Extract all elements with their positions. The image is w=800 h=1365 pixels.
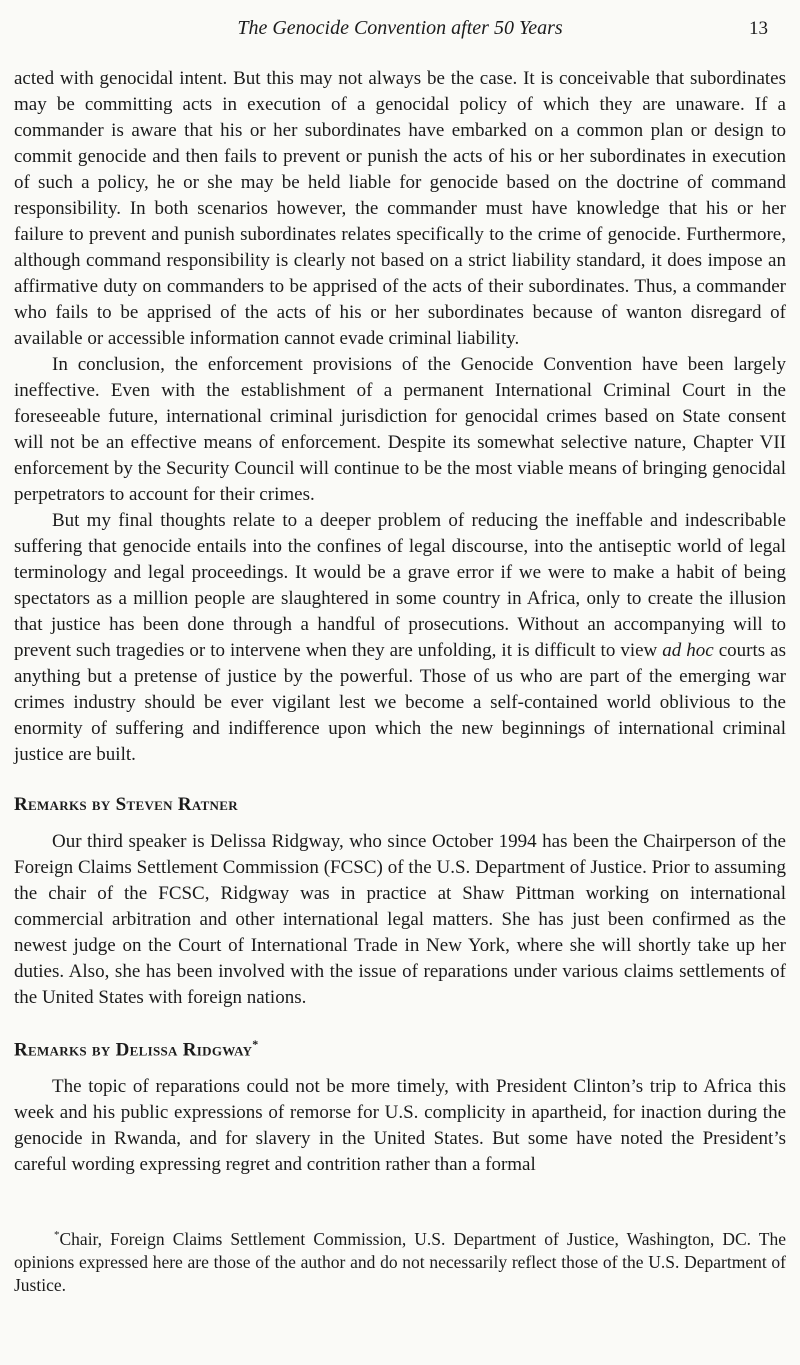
- paragraph-final-thoughts: [14, 508, 786, 768]
- paragraph-text: courts as anything but a pretense of justice by the powerful. Those of us who are part of the emerging war crimes industry should be ever vigilant lest we become a self-contained world oblivious to the enormity of suffering and indifference upon which the new beginnings of international criminal justice are built.: [14, 640, 787, 765]
- page-header: [14, 16, 786, 40]
- page-number: 13: [749, 18, 768, 39]
- paragraph-conclusion: In conclusion, the enforcement provisions of the Genocide Convention have been largely ineffective. Even with the establishment of a permanent International Criminal Court in the foreseeable future, international criminal jurisdiction for genocidal crimes based on State consent will not be an effective means of enforcement. Despite its somewhat selective nature, Chapter VII enforcement by the Security Council will continue to be the most viable means of bringing genocidal perpetrators to account for their crimes.: [14, 354, 786, 505]
- heading-text: Remarks by Steven Ratner: [14, 794, 238, 815]
- heading-text: Remarks by Delissa Ridgway: [14, 1039, 253, 1061]
- footnote-marker: *: [54, 1229, 60, 1242]
- footnote-text: [14, 1224, 786, 1297]
- footnote: [14, 1224, 786, 1297]
- running-title: The Genocide Convention after 50 Years: [237, 17, 563, 39]
- heading-footnote-marker: *: [252, 1037, 259, 1051]
- italic-phrase-ad-hoc: ad hoc: [662, 640, 714, 661]
- section-heading-remarks-by-steven-ratner: [14, 794, 786, 816]
- section-heading-remarks-by-delissa-ridgway: [14, 1037, 786, 1061]
- paragraph-command-responsibility: acted with genocidal intent. But this may not always be the case. It is conceivable that subordinates may be committing acts in execution of a genocidal policy of which they are unaware. If a commander is aware that his or her subordinates have embarked on a common plan or design to commit genocide and then fails to prevent or punish the acts of his or her subordinates in execution of such a policy, he or she may be held liable for genocide based on the doctrine of command responsibility. In both scenarios however, the commander must have knowledge that his or her failure to prevent and punish subordinates relates specifically to the crime of genocide. Furthermore, although command responsibility is clearly not based on a strict liability standard, it does impose an affirmative duty on commanders to be apprised of the acts of their subordinates. Thus, a commander who fails to be apprised of the acts of his or her subordinates because of wanton disregard of available or accessible information cannot evade criminal liability.: [14, 68, 786, 349]
- paragraph-ridgway-remarks: The topic of reparations could not be more timely, with President Clinton’s trip to Africa this week and his public expressions of remorse for U.S. complicity in apartheid, for inaction during the genocide in Rwanda, and for slavery in the United States. But some have noted the President’s careful wording expressing regret and contrition rather than a formal: [14, 1076, 786, 1176]
- paragraph-ratner-remarks: Our third speaker is Delissa Ridgway, who since October 1994 has been the Chairperson of the Foreign Claims Settlement Commission (FCSC) of the U.S. Department of Justice. Prior to assuming the chair of the FCSC, Ridgway was in practice at Shaw Pittman working on international commercial arbitration and other international legal matters. She has just been confirmed as the newest judge on the Court of International Trade in New York, where she will shortly take up her duties. Also, she has been involved with the issue of reparations under various claims settlements of the United States with foreign nations.: [14, 831, 786, 1008]
- paragraph-text: But my final thoughts relate to a deeper problem of reducing the ineffable and indescribable suffering that genocide entails into the confines of legal discourse, into the antiseptic world of legal terminology and legal proceedings. It would be a grave error if we were to make a habit of being spectators as a million people are slaughtered in some country in Africa, only to create the illusion that justice has been done through a handful of prosecutions. Without an accompanying will to prevent such tragedies or to intervene when they are unfolding, it is difficult to view: [14, 510, 786, 661]
- footnote-body: Chair, Foreign Claims Settlement Commission, U.S. Department of Justice, Washington, DC. The opinions expressed here are those of the author and do not necessarily reflect those of the U.S. Department of Justice.: [14, 1229, 786, 1296]
- page-body: [14, 66, 786, 1178]
